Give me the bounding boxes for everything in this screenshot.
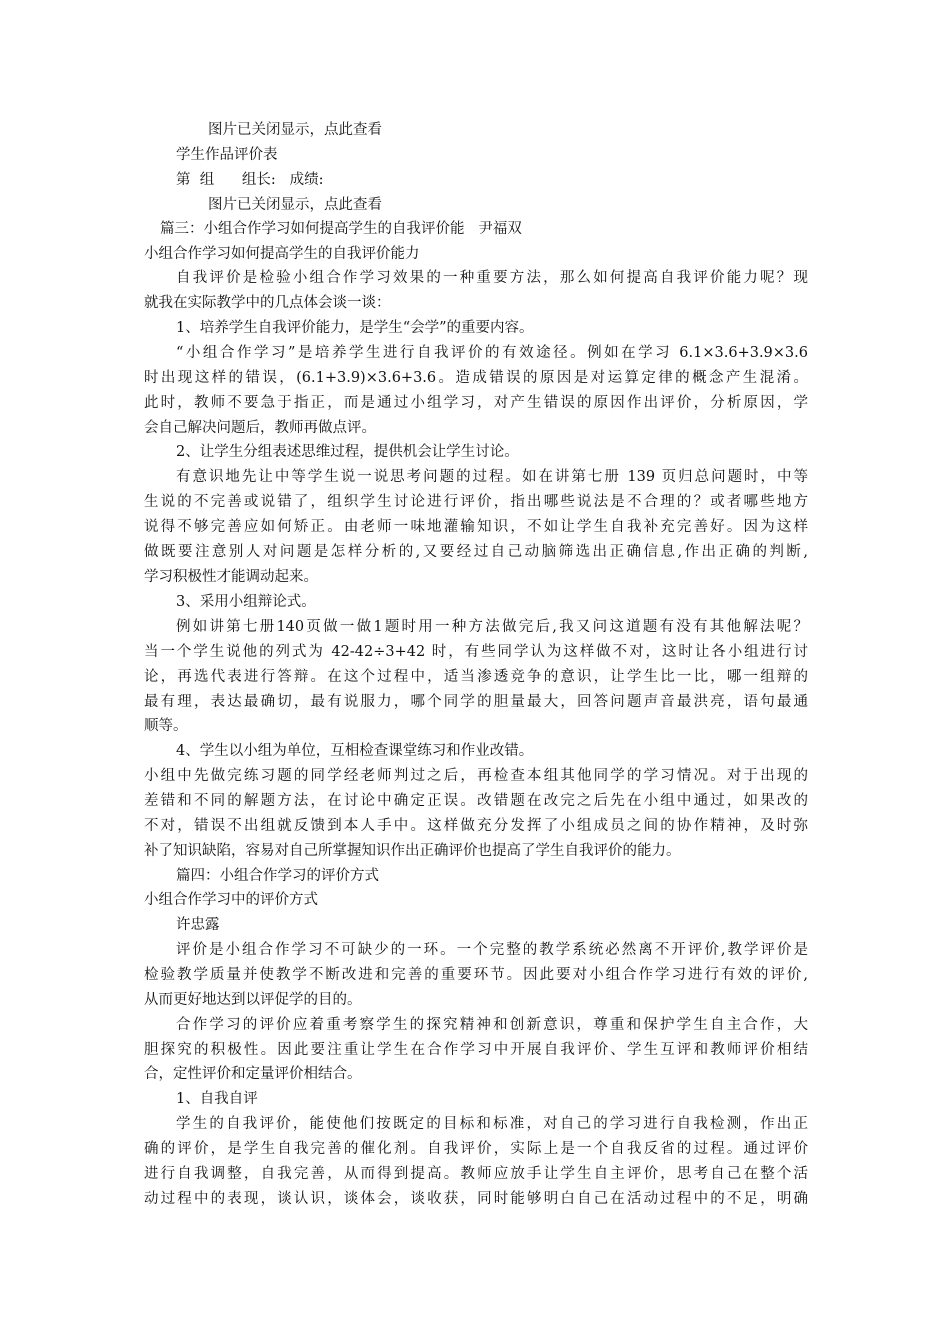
paragraph-line: 胆探究的积极性。因此要注重让学生在合作学习中开展自我评价、学生互评和教师评价相结 bbox=[144, 1042, 808, 1058]
paragraph-line: “小组合作学习”是培养学生进行自我评价的有效途径。例如在学习 6.1×3.6+3.9×3.6 bbox=[176, 345, 808, 361]
paragraph-line: 合作学习的评价应着重考察学生的探究精神和创新意识，尊重和保护学生自主合作，大 bbox=[176, 1017, 808, 1033]
paragraph-line: 做既要注意别人对问题是怎样分析的,又要经过自己动脑筛选出正确信息,作出正确的判断, bbox=[144, 544, 808, 560]
table-header: 第 组 组长: 成绩: bbox=[176, 172, 324, 188]
paragraph-line: 进行自我调整，自我完善，从而得到提高。教师应放手让学生自主评价，思考自己在整个活 bbox=[144, 1166, 808, 1182]
paragraph-line: 最有理，表达最确切，最有说服力，哪个同学的胆量最大，回答问题声音最洪亮，语句最通 bbox=[144, 694, 808, 710]
paragraph-line: 例如讲第七册140页做一做1题时用一种方法做完后,我又问这道题有没有其他解法呢？ bbox=[176, 619, 808, 635]
image-placeholder-link[interactable]: 图片已关闭显示，点此查看 bbox=[208, 122, 382, 138]
article-title: 小组合作学习如何提高学生的自我评价能力 bbox=[144, 246, 420, 262]
paragraph-line: 生说的不完善或说错了，组织学生讨论进行评价，指出哪些说法是不合理的？或者哪些地方 bbox=[144, 494, 808, 510]
image-placeholder-link[interactable]: 图片已关闭显示，点此查看 bbox=[208, 197, 382, 213]
paragraph-line: 评价是小组合作学习不可缺少的一环。一个完整的教学系统必然离不开评价,教学评价是 bbox=[176, 942, 808, 958]
paragraph-line: 说得不够完善应如何矫正。由老师一味地灌输知识，不如让学生自我补充完善好。因为这样 bbox=[144, 519, 808, 535]
paragraph-line: 时出现这样的错误，(6.1+3.9)×3.6+3.6。造成错误的原因是对运算定律的概念产生混淆。 bbox=[144, 370, 808, 386]
paragraph-line: 差错和不同的解题方法，在讨论中确定正误。改错题在改完之后先在小组中通过，如果改的 bbox=[144, 793, 808, 809]
paragraph-line: 合，定性评价和定量评价相结合。 bbox=[144, 1066, 362, 1082]
paragraph-line: 学习积极性才能调动起来。 bbox=[144, 569, 318, 585]
author-name: 许忠露 bbox=[176, 917, 220, 933]
section-heading: 篇四：小组合作学习的评价方式 bbox=[176, 868, 379, 884]
paragraph-line: 学生的自我评价，能使他们按既定的目标和标准，对自己的学习进行自我检测，作出正 bbox=[176, 1116, 808, 1132]
paragraph-line: 会自己解决问题后，教师再做点评。 bbox=[144, 420, 376, 436]
subsection-heading: 1、培养学生自我评价能力，是学生“会学”的重要内容。 bbox=[176, 320, 534, 336]
paragraph-line: 当一个学生说他的列式为 42-42÷3+42 时，有些同学认为这样做不对，这时让各小组进行讨 bbox=[144, 644, 808, 660]
paragraph-line: 不对，错误不出组就反馈到本人手中。这样做充分发挥了小组成员之间的协作精神，及时弥 bbox=[144, 818, 808, 834]
table-title: 学生作品评价表 bbox=[176, 147, 278, 163]
paragraph-line: 补了知识缺陷，容易对自己所掌握知识作出正确评价也提高了学生自我评价的能力。 bbox=[144, 843, 681, 859]
paragraph-line: 有意识地先让中等学生说一说思考问题的过程。如在讲第七册 139 页归总问题时，中等 bbox=[176, 469, 808, 485]
paragraph-line: 顺等。 bbox=[144, 718, 188, 734]
paragraph-line: 就我在实际教学中的几点体会谈一谈： bbox=[144, 295, 391, 311]
subsection-heading: 2、让学生分组表述思维过程，提供机会让学生讨论。 bbox=[176, 444, 519, 460]
paragraph-line: 自我评价是检验小组合作学习效果的一种重要方法，那么如何提高自我评价能力呢？现 bbox=[176, 270, 808, 286]
paragraph-line: 此时，教师不要急于指正，而是通过小组学习，对产生错误的原因作出评价，分析原因，学 bbox=[144, 395, 808, 411]
subsection-heading: 1、自我自评 bbox=[176, 1091, 258, 1107]
article-title: 小组合作学习中的评价方式 bbox=[144, 892, 318, 908]
paragraph-line: 小组中先做完练习题的同学经老师判过之后，再检查本组其他同学的学习情况。对于出现的 bbox=[144, 768, 808, 784]
subsection-heading: 4、学生以小组为单位，互相检查课堂练习和作业改错。 bbox=[176, 743, 534, 759]
paragraph-line: 确的评价，是学生自我完善的催化剂。自我评价，实际上是一个自我反省的过程。通过评价 bbox=[144, 1141, 808, 1157]
paragraph-line: 动过程中的表现，谈认识，谈体会，谈收获，同时能够明白自己在活动过程中的不足，明确 bbox=[144, 1191, 808, 1207]
paragraph-line: 论，再选代表进行答辩。在这个过程中，适当渗透竞争的意识，让学生比一比，哪一组辩的 bbox=[144, 669, 808, 685]
paragraph-line: 检验教学质量并使教学不断改进和完善的重要环节。因此要对小组合作学习进行有效的评价, bbox=[144, 967, 808, 983]
section-heading: 篇三：小组合作学习如何提高学生的自我评价能 尹福双 bbox=[160, 221, 522, 237]
paragraph-line: 从而更好地达到以评促学的目的。 bbox=[144, 992, 362, 1008]
subsection-heading: 3、采用小组辩论式。 bbox=[176, 594, 316, 610]
